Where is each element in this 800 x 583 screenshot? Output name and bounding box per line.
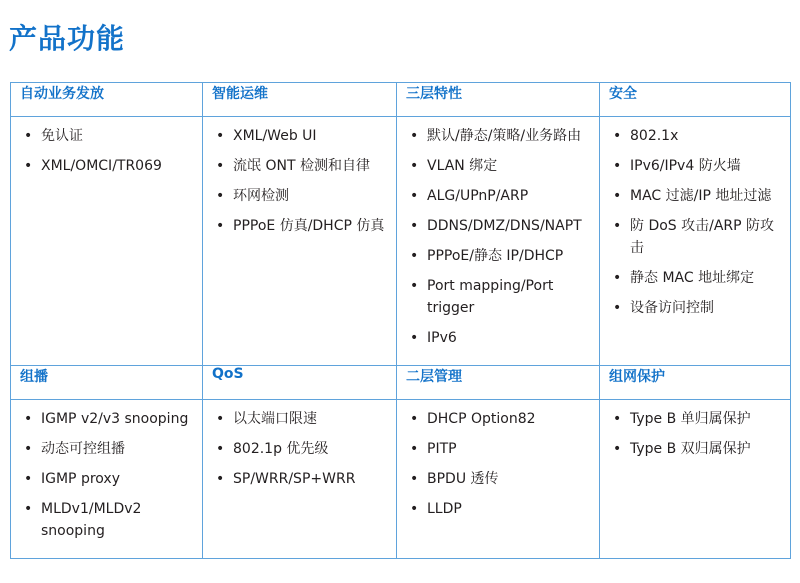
- feature-item: • Port mapping/Port trigger: [405, 275, 593, 319]
- feature-list: [405, 125, 593, 349]
- feature-item: • IGMP proxy: [19, 468, 196, 490]
- feature-cell: [11, 117, 203, 366]
- feature-cell: [600, 117, 791, 366]
- header-row: [11, 366, 791, 400]
- feature-item: • IPv6: [405, 327, 593, 349]
- category-heading: 自动业务发放: [11, 83, 203, 117]
- feature-item: • 802.1p 优先级: [211, 438, 390, 460]
- feature-item: • MLDv1/MLDv2 snooping: [19, 498, 196, 542]
- feature-list: [211, 125, 390, 237]
- feature-cell: [600, 400, 791, 559]
- page-title: 产品功能: [9, 22, 126, 55]
- feature-item: • XML/OMCI/TR069: [19, 155, 196, 177]
- feature-cell: [203, 400, 397, 559]
- feature-cell: [203, 117, 397, 366]
- feature-item: • ALG/UPnP/ARP: [405, 185, 593, 207]
- feature-item: • Type B 双归属保护: [608, 438, 784, 460]
- feature-item: • 设备访问控制: [608, 297, 784, 319]
- feature-item: • DDNS/DMZ/DNS/NAPT: [405, 215, 593, 237]
- features-table: [10, 82, 791, 559]
- feature-row: [11, 117, 791, 366]
- category-heading: 安全: [600, 83, 791, 117]
- feature-item: • 防 DoS 攻击/ARP 防攻击: [608, 215, 784, 259]
- feature-list: [405, 408, 593, 520]
- category-heading: 三层特性: [397, 83, 600, 117]
- feature-item: • 静态 MAC 地址绑定: [608, 267, 784, 289]
- feature-item: • PPPoE 仿真/DHCP 仿真: [211, 215, 390, 237]
- header-row: [11, 83, 791, 117]
- feature-item: • IPv6/IPv4 防火墙: [608, 155, 784, 177]
- feature-list: [19, 125, 196, 177]
- category-heading: 组网保护: [600, 366, 791, 400]
- feature-item: • PITP: [405, 438, 593, 460]
- feature-item: • 流氓 ONT 检测和自律: [211, 155, 390, 177]
- feature-item: • 免认证: [19, 125, 196, 147]
- feature-item: • 以太端口限速: [211, 408, 390, 430]
- feature-row: [11, 400, 791, 559]
- feature-item: • DHCP Option82: [405, 408, 593, 430]
- feature-item: • SP/WRR/SP+WRR: [211, 468, 390, 490]
- category-heading: QoS: [203, 366, 397, 400]
- category-heading: 二层管理: [397, 366, 600, 400]
- feature-cell: [397, 117, 600, 366]
- feature-item: • 环网检测: [211, 185, 390, 207]
- feature-item: • 802.1x: [608, 125, 784, 147]
- feature-item: • BPDU 透传: [405, 468, 593, 490]
- category-heading: 组播: [11, 366, 203, 400]
- category-heading: 智能运维: [203, 83, 397, 117]
- feature-item: • IGMP v2/v3 snooping: [19, 408, 196, 430]
- feature-item: • MAC 过滤/IP 地址过滤: [608, 185, 784, 207]
- feature-list: [19, 408, 196, 542]
- feature-item: • VLAN 绑定: [405, 155, 593, 177]
- feature-item: • 动态可控组播: [19, 438, 196, 460]
- feature-item: • 默认/静态/策略/业务路由: [405, 125, 593, 147]
- feature-list: [608, 408, 784, 460]
- feature-item: • PPPoE/静态 IP/DHCP: [405, 245, 593, 267]
- feature-item: • Type B 单归属保护: [608, 408, 784, 430]
- feature-list: [608, 125, 784, 319]
- feature-list: [211, 408, 390, 490]
- feature-item: • LLDP: [405, 498, 593, 520]
- feature-item: • XML/Web UI: [211, 125, 390, 147]
- feature-cell: [11, 400, 203, 559]
- feature-cell: [397, 400, 600, 559]
